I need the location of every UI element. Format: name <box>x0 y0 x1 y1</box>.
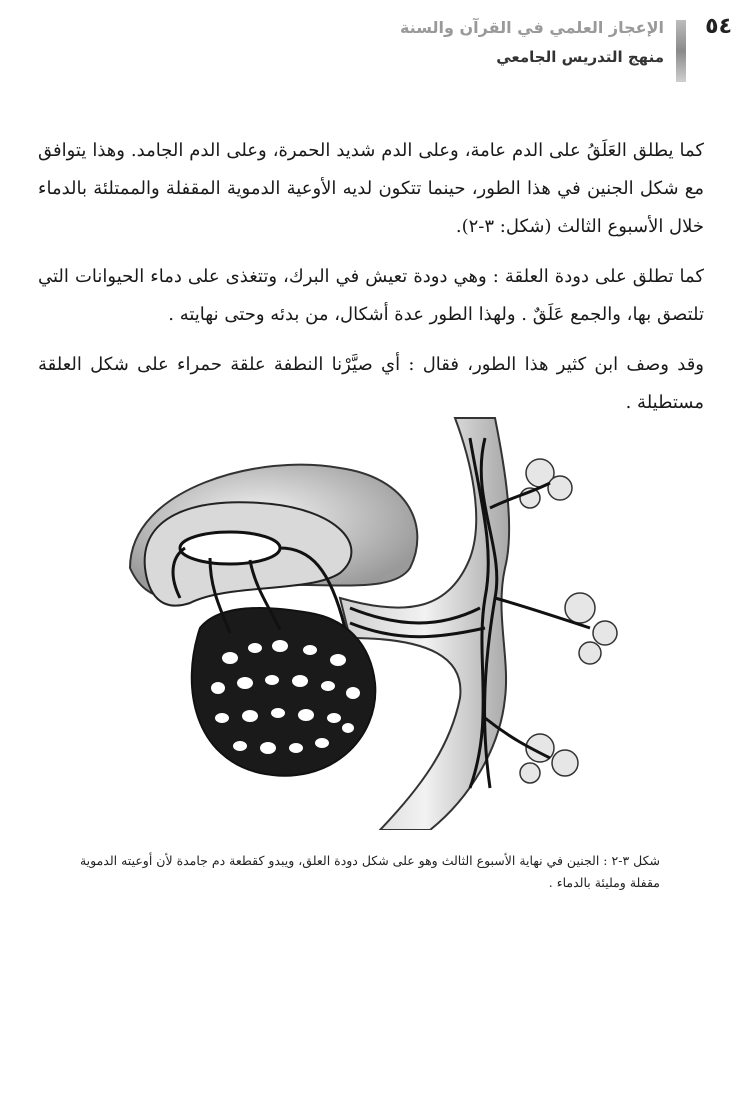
section-title: منهج التدريس الجامعي <box>496 48 664 66</box>
header-decorative-bar <box>676 20 686 82</box>
book-title: الإعجاز العلمي في القرآن والسنة <box>399 18 664 37</box>
main-text <box>38 132 704 434</box>
figure-caption: شكل ٣-٢ : الجنين في نهاية الأسبوع الثالث وهو على شكل دودة العلق، ويبدو كقطعة دم جامدة لأن أوعيته الدموية مقفلة ومليئة بالدماء . <box>79 853 660 890</box>
paragraph: كما يطلق العَلَقُ على الدم عامة، وعلى الدم شديد الحمرة، وعلى الدم الجامد. وهذا يتوافق مع شكل الجنين في هذا الطور، حينما تتكون لديه الأوعية الدموية المقفلة والممتلئة بالدماء خلال الأسبوع الثالث (شكل: ٣-٢). <box>38 140 704 237</box>
embryo-drawing <box>110 398 650 830</box>
paragraph: كما تطلق على دودة العلقة : وهي دودة تعيش في البرك، وتتغذى على دماء الحيوانات التي تلتصق بها، والجمع عَلَقٌ . ولهذا الطور عدة أشكال، من بدئه وحتى نهايته . <box>38 266 704 325</box>
paragraph: وقد وصف ابن كثير هذا الطور، فقال : أي صيَّرْنا النطفة علقة حمراء على شكل العلقة مستطيلة . <box>38 354 704 413</box>
page-number: ٥٤ <box>705 14 732 39</box>
embryo-illustration <box>110 398 650 830</box>
page-header <box>0 14 744 84</box>
